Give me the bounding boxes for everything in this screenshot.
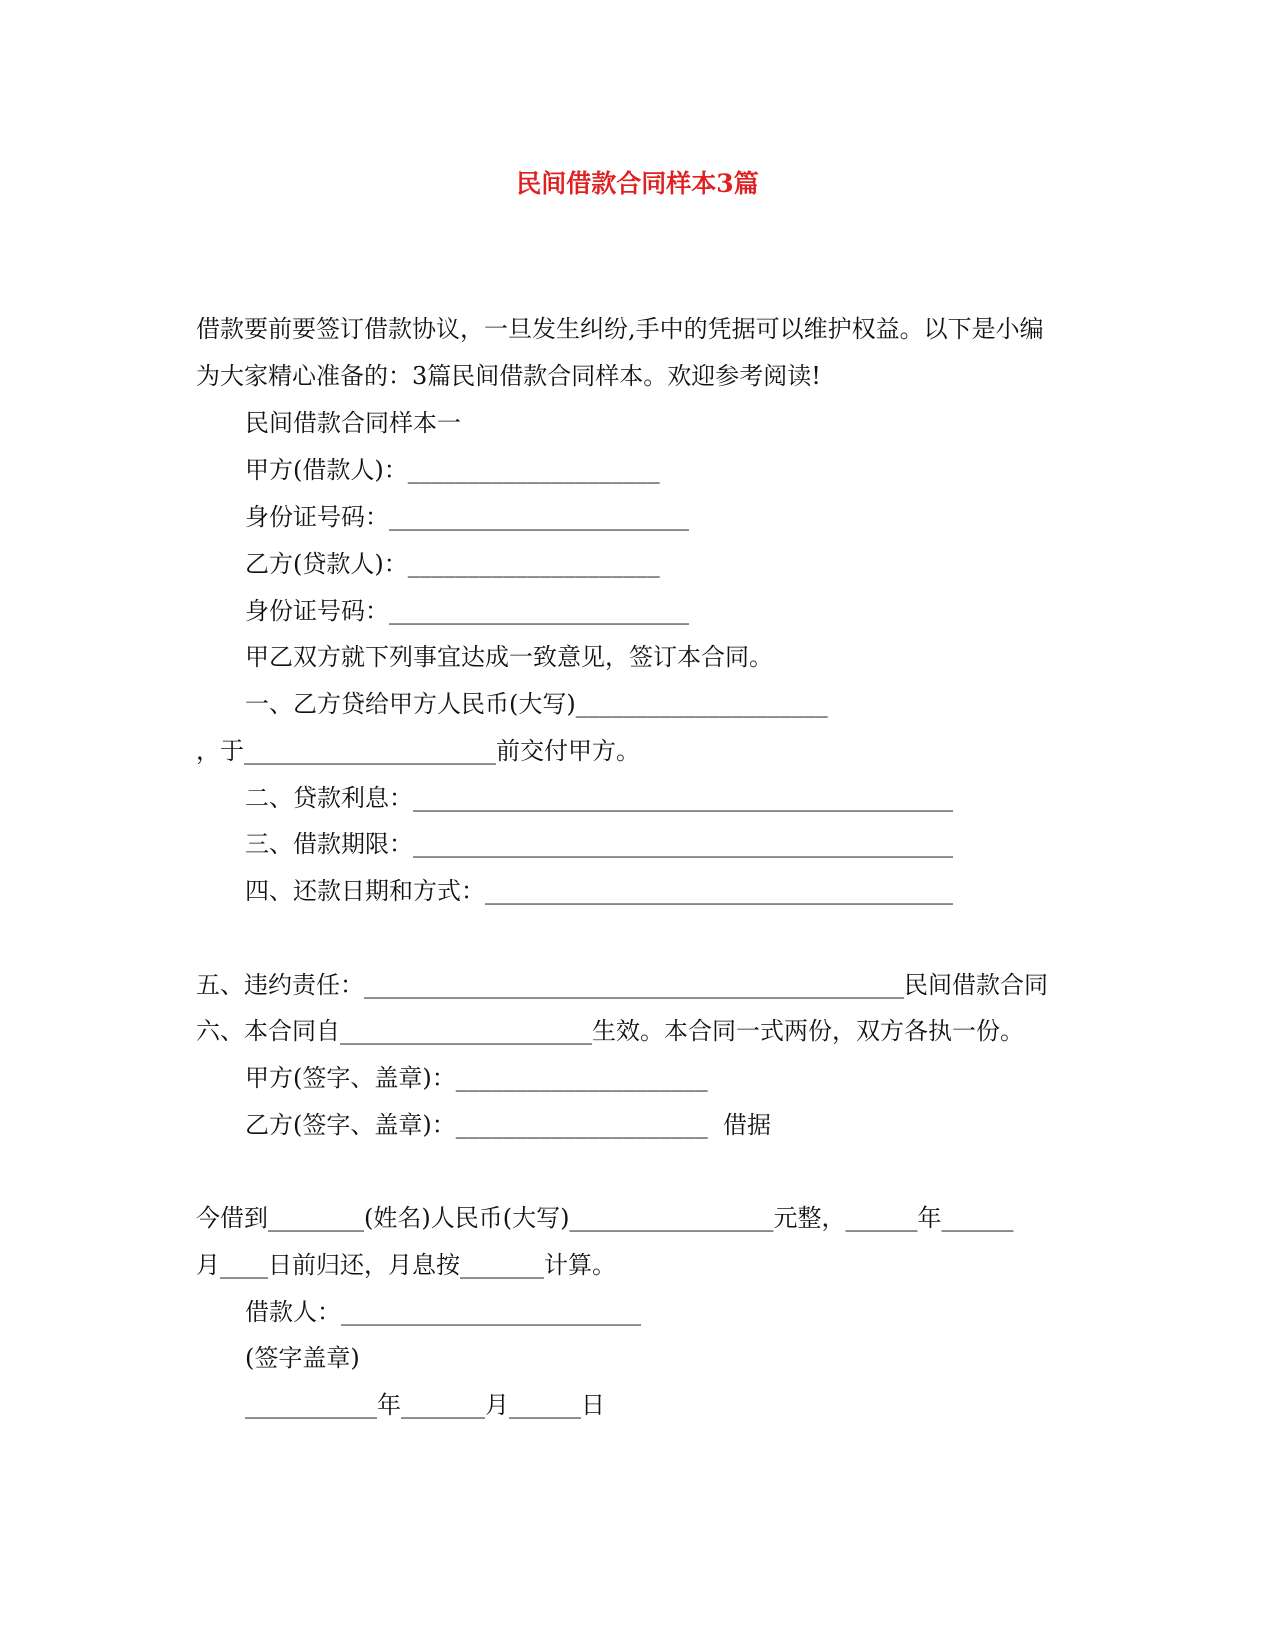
section-heading: 民间借款合同样本一 [245, 409, 461, 437]
clause-3: 三、借款期限：_____________________________________________ [245, 830, 953, 858]
clause-6: 六、本合同自_____________________生效。本合同一式两份，双方各执一份。 [196, 1017, 1024, 1045]
receipt-line-1: 今借到________(姓名)人民币(大写)_________________元整，______年______ [196, 1204, 1014, 1232]
party-a-signature: 甲方(签字、盖章)：_____________________ [245, 1064, 708, 1092]
signature-note: (签字盖章) [245, 1344, 360, 1372]
clause-1: 一、乙方贷给甲方人民币(大写)_____________________ [245, 690, 828, 718]
party-b-signature: 乙方(签字、盖章)：_____________________ 借据 [245, 1111, 771, 1139]
party-a-field: 甲方(借款人)：_____________________ [245, 456, 660, 484]
clause-1-continued: ，于_____________________前交付甲方。 [196, 737, 640, 765]
borrower-field: 借款人：_________________________ [245, 1298, 641, 1326]
intro-line-1: 借款要前要签订借款协议，一旦发生纠纷,手中的凭据可以维护权益。以下是小编 [196, 315, 1044, 343]
party-b-field: 乙方(贷款人)：_____________________ [245, 550, 660, 578]
intro-line-2: 为大家精心准备的：3篇民间借款合同样本。欢迎参考阅读! [196, 362, 821, 390]
party-a-id-field: 身份证号码：_________________________ [245, 503, 689, 531]
date-field: ___________年_______月______日 [245, 1391, 605, 1419]
clause-2: 二、贷款利息：_____________________________________________ [245, 784, 953, 812]
document-title: 民间借款合同样本3篇 [516, 169, 759, 198]
party-b-id-field: 身份证号码：_________________________ [245, 597, 689, 625]
agreement-statement: 甲乙双方就下列事宜达成一致意见，签订本合同。 [245, 643, 773, 671]
clause-5: 五、违约责任：_____________________________________________民间借款合同 [196, 971, 1048, 999]
receipt-line-2: 月____日前归还，月息按_______计算。 [196, 1251, 616, 1279]
clause-4: 四、还款日期和方式：_______________________________________ [245, 877, 953, 905]
